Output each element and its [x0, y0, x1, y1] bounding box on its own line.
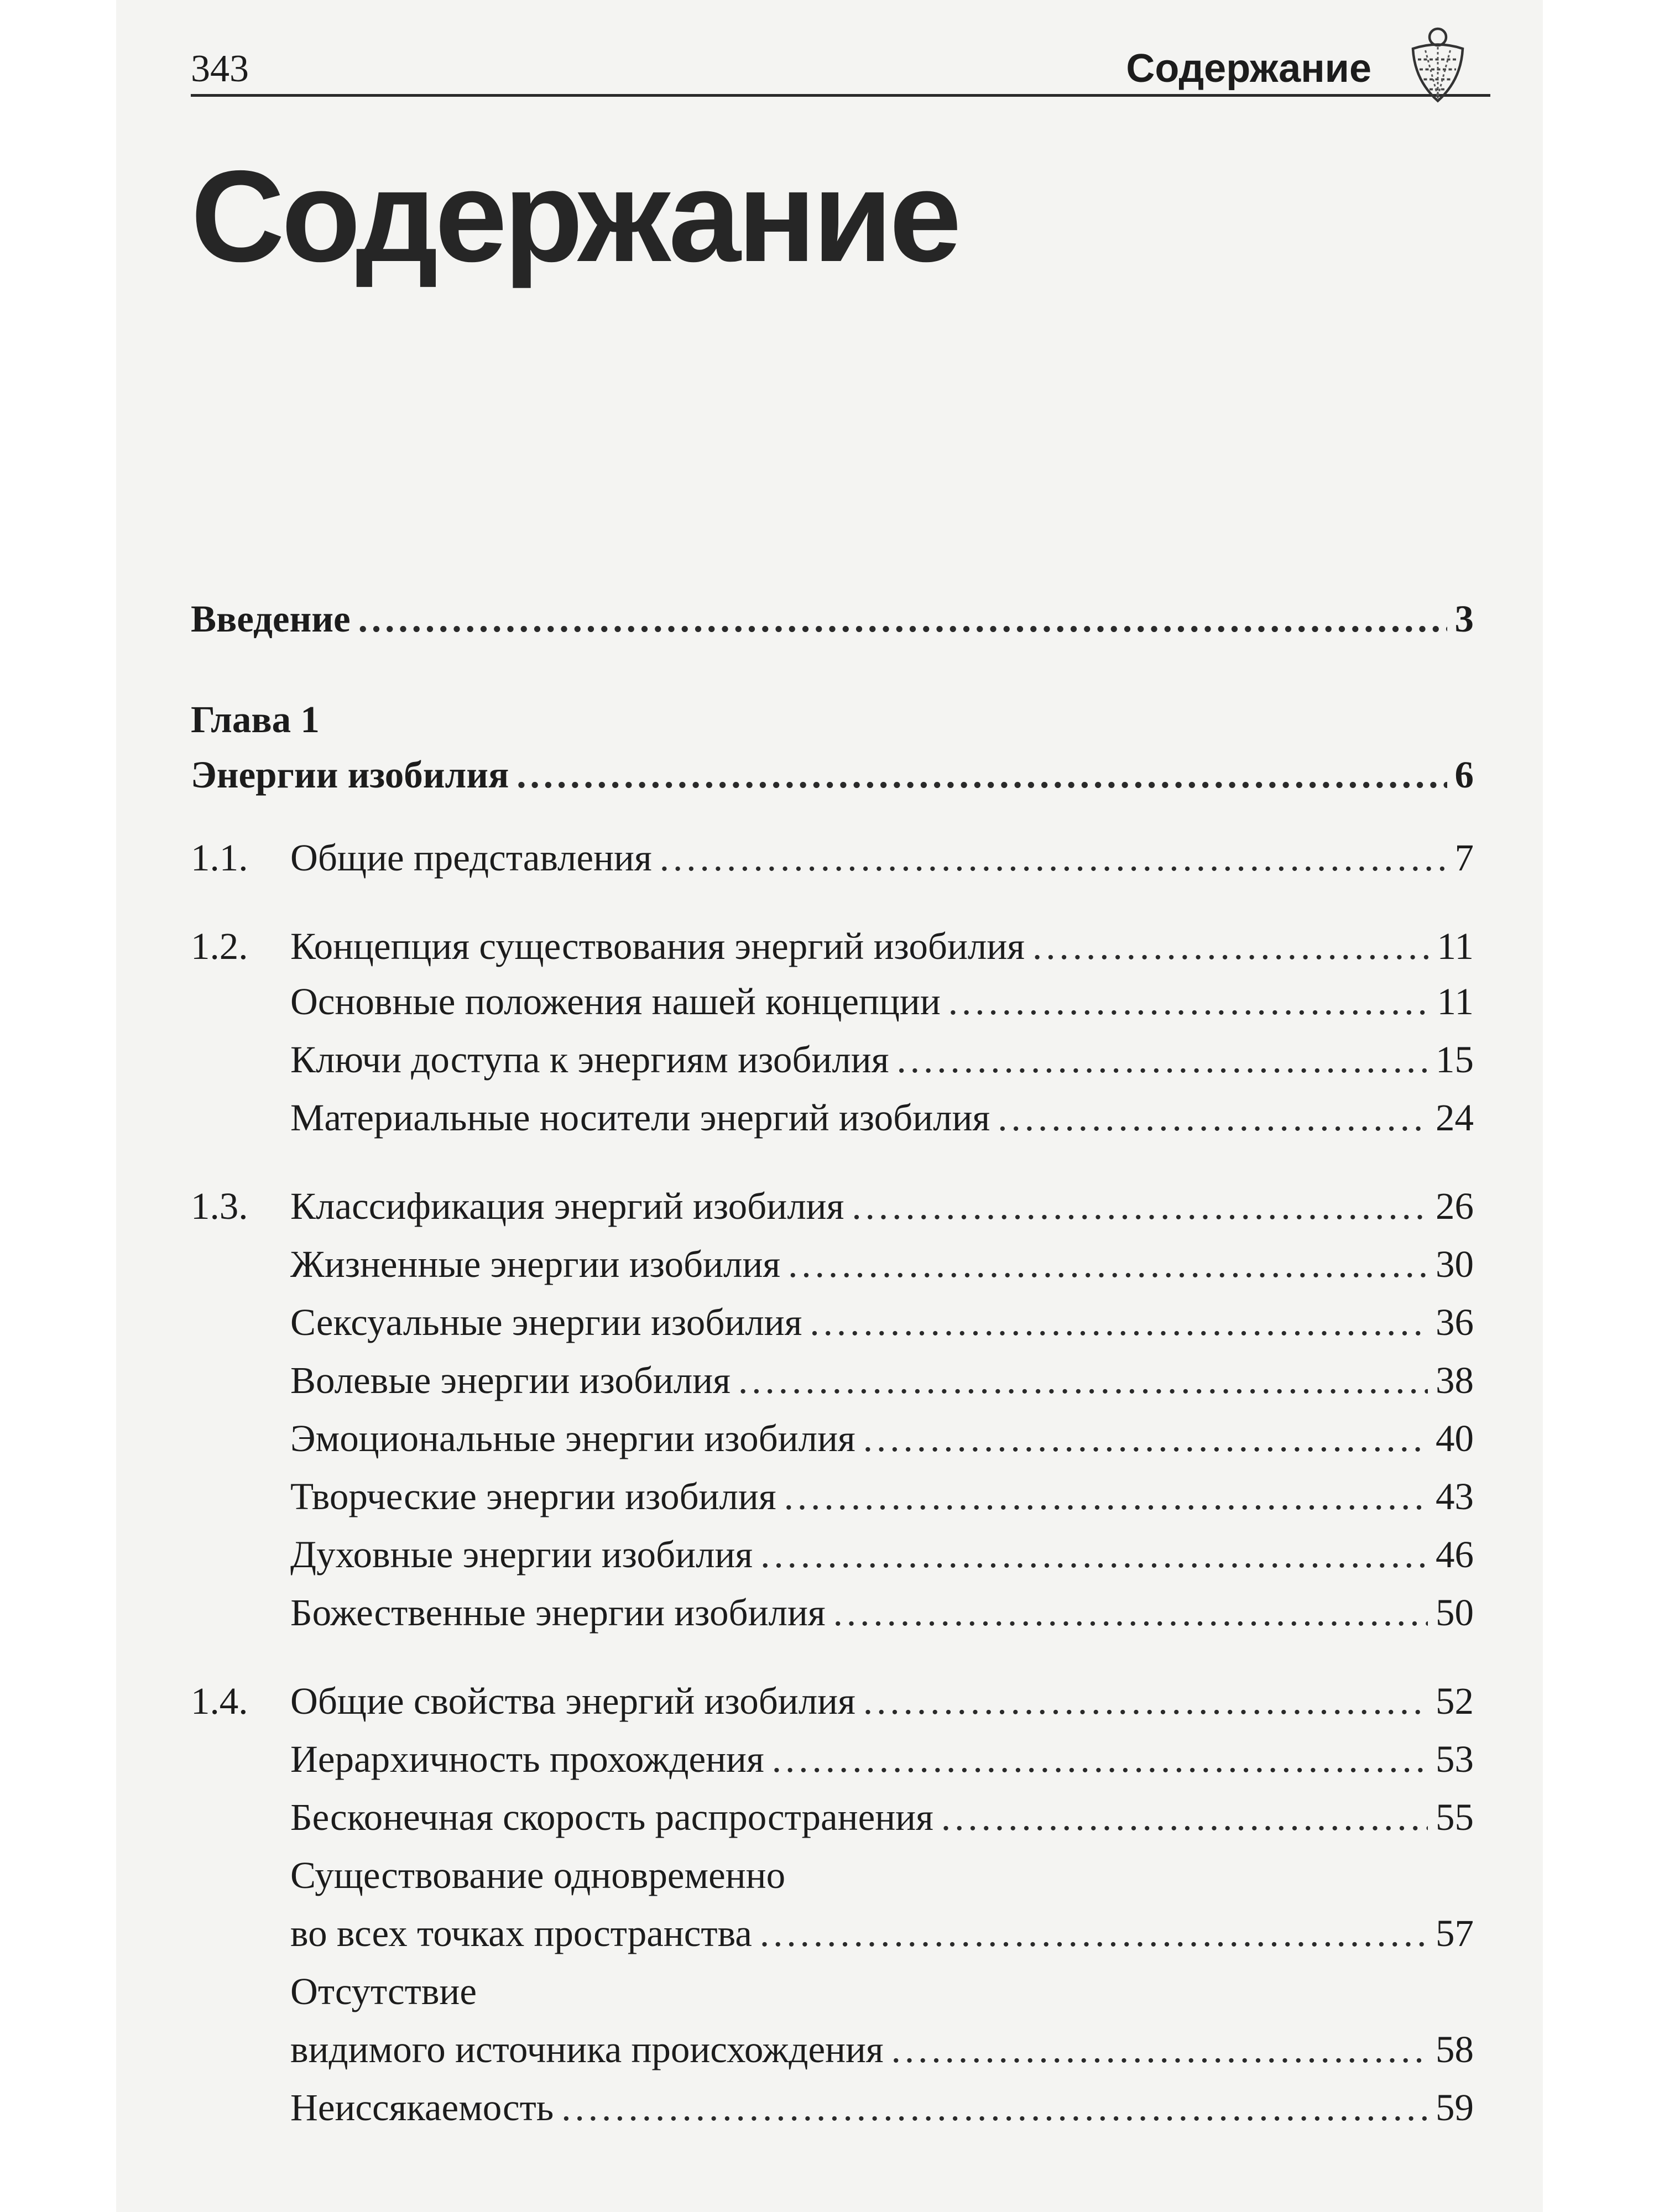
toc-entry-label: Существование одновременно	[290, 1854, 786, 1896]
toc-entry-label: Иерархичность прохождения	[290, 1738, 764, 1780]
toc-entry-label: Бесконечная скорость распространения	[290, 1796, 933, 1838]
toc-page-number: 59	[1436, 2086, 1474, 2128]
dot-leader	[998, 1096, 1428, 1140]
dot-leader	[760, 1912, 1428, 1955]
toc-entry	[191, 1096, 1474, 1140]
toc-entry	[191, 1243, 1474, 1286]
toc-page-number: 7	[1454, 837, 1474, 879]
page-number: 343	[191, 48, 249, 90]
dot-leader	[358, 597, 1447, 641]
dot-leader	[660, 836, 1447, 880]
toc-page-number: 52	[1436, 1680, 1474, 1722]
toc-entry	[191, 1301, 1474, 1344]
toc-page-number: 58	[1436, 2028, 1474, 2070]
toc-entry-label: Общие свойства энергий изобилия	[290, 1680, 855, 1722]
toc-entry	[191, 1679, 1474, 1723]
toc-page-number: 30	[1436, 1243, 1474, 1285]
toc-page-number: 15	[1436, 1039, 1474, 1081]
toc-entry-label: Основные положения нашей концепции	[290, 980, 941, 1022]
toc-page-number: 6	[1454, 754, 1474, 796]
toc-entry-label: Духовные энергии изобилия	[290, 1533, 753, 1575]
toc-page-number: 11	[1437, 980, 1474, 1022]
dot-leader	[948, 980, 1430, 1024]
toc-entry-label: во всех точках пространства	[290, 1912, 752, 1954]
toc-entry	[191, 1854, 1474, 1897]
toc-entry-label: Неиссякаемость	[290, 2086, 554, 2128]
toc-entry	[191, 2086, 1474, 2130]
toc-entry	[191, 1038, 1474, 1082]
section-number: 1.2.	[191, 925, 248, 967]
toc-entry-label: Введение	[191, 598, 351, 640]
dot-leader	[833, 1591, 1428, 1635]
dot-leader	[891, 2028, 1428, 2072]
dot-leader	[896, 1038, 1428, 1082]
toc-entry	[191, 1417, 1474, 1460]
toc-entry	[191, 1970, 1474, 2013]
toc-entry-label: Концепция существования энергий изобилия	[290, 925, 1025, 967]
toc-page-number: 24	[1436, 1097, 1474, 1139]
toc-entry-label: Ключи доступа к энергиям изобилия	[290, 1039, 889, 1081]
section-number: 1.3.	[191, 1185, 248, 1227]
toc-entry	[191, 1185, 1474, 1228]
toc-entry	[191, 1912, 1474, 1955]
toc-entry-label: Божественные энергии изобилия	[290, 1592, 826, 1634]
toc-page-number: 3	[1454, 598, 1474, 640]
toc-entry	[191, 2028, 1474, 2072]
section-number: 1.1.	[191, 837, 248, 879]
toc-entry-label: Общие представления	[290, 837, 652, 879]
dot-leader	[941, 1796, 1428, 1839]
dot-leader	[810, 1301, 1428, 1344]
toc-entry-label: Жизненные энергии изобилия	[290, 1243, 781, 1285]
toc-entry-label: Сексуальные энергии изобилия	[290, 1301, 802, 1343]
toc-entry-label: видимого источника происхождения	[290, 2028, 884, 2070]
dot-leader	[561, 2086, 1428, 2130]
toc-entry	[191, 836, 1474, 880]
toc-page-number: 40	[1436, 1417, 1474, 1459]
dot-leader	[852, 1185, 1428, 1228]
toc-page-number: 43	[1436, 1475, 1474, 1517]
toc-entry	[191, 1359, 1474, 1402]
dot-leader	[738, 1359, 1428, 1402]
dot-leader	[772, 1738, 1428, 1781]
toc-entry	[191, 1533, 1474, 1577]
toc-entry	[191, 1591, 1474, 1635]
toc-entry-label: Материальные носители энергий изобилия	[290, 1097, 990, 1139]
toc-entry	[191, 1796, 1474, 1839]
toc-page-number: 26	[1436, 1185, 1474, 1227]
section-number: 1.4.	[191, 1680, 248, 1722]
toc-entry	[191, 980, 1474, 1024]
dot-leader	[788, 1243, 1428, 1286]
dot-leader	[760, 1533, 1428, 1577]
toc-entry	[191, 753, 1474, 797]
toc-page-number: 11	[1437, 925, 1474, 967]
toc-page-number: 57	[1436, 1912, 1474, 1954]
toc-page-number: 38	[1436, 1359, 1474, 1401]
dot-leader	[1032, 925, 1430, 968]
chapter-heading	[191, 698, 1474, 742]
toc-entry-label: Отсутствие	[290, 1970, 477, 2012]
toc-entry	[191, 925, 1474, 968]
dot-leader	[784, 1475, 1428, 1519]
toc-page-number: 55	[1436, 1796, 1474, 1838]
toc-page-number: 46	[1436, 1533, 1474, 1575]
toc-page-number: 53	[1436, 1738, 1474, 1780]
toc-entry-label: Эмоциональные энергии изобилия	[290, 1417, 855, 1459]
pinecone-logo-icon	[1396, 22, 1479, 105]
toc-page-number: 50	[1436, 1592, 1474, 1634]
page-header	[191, 41, 1490, 97]
running-title: Содержание	[1126, 46, 1371, 91]
toc-entry	[191, 1738, 1474, 1781]
toc-entry-label: Энергии изобилия	[191, 754, 509, 796]
toc-page-number: 36	[1436, 1301, 1474, 1343]
toc-entry	[191, 1475, 1474, 1519]
dot-leader	[517, 753, 1447, 797]
toc-entry	[191, 597, 1474, 641]
dot-leader	[863, 1417, 1428, 1460]
page-title: Содержание	[191, 143, 958, 289]
toc-entry-label: Творческие энергии изобилия	[290, 1475, 776, 1517]
dot-leader	[863, 1679, 1428, 1723]
toc-entry-label: Волевые энергии изобилия	[290, 1359, 731, 1401]
toc-entry-label: Классификация энергий изобилия	[290, 1185, 844, 1227]
toc-entry-label: Глава 1	[191, 698, 320, 740]
